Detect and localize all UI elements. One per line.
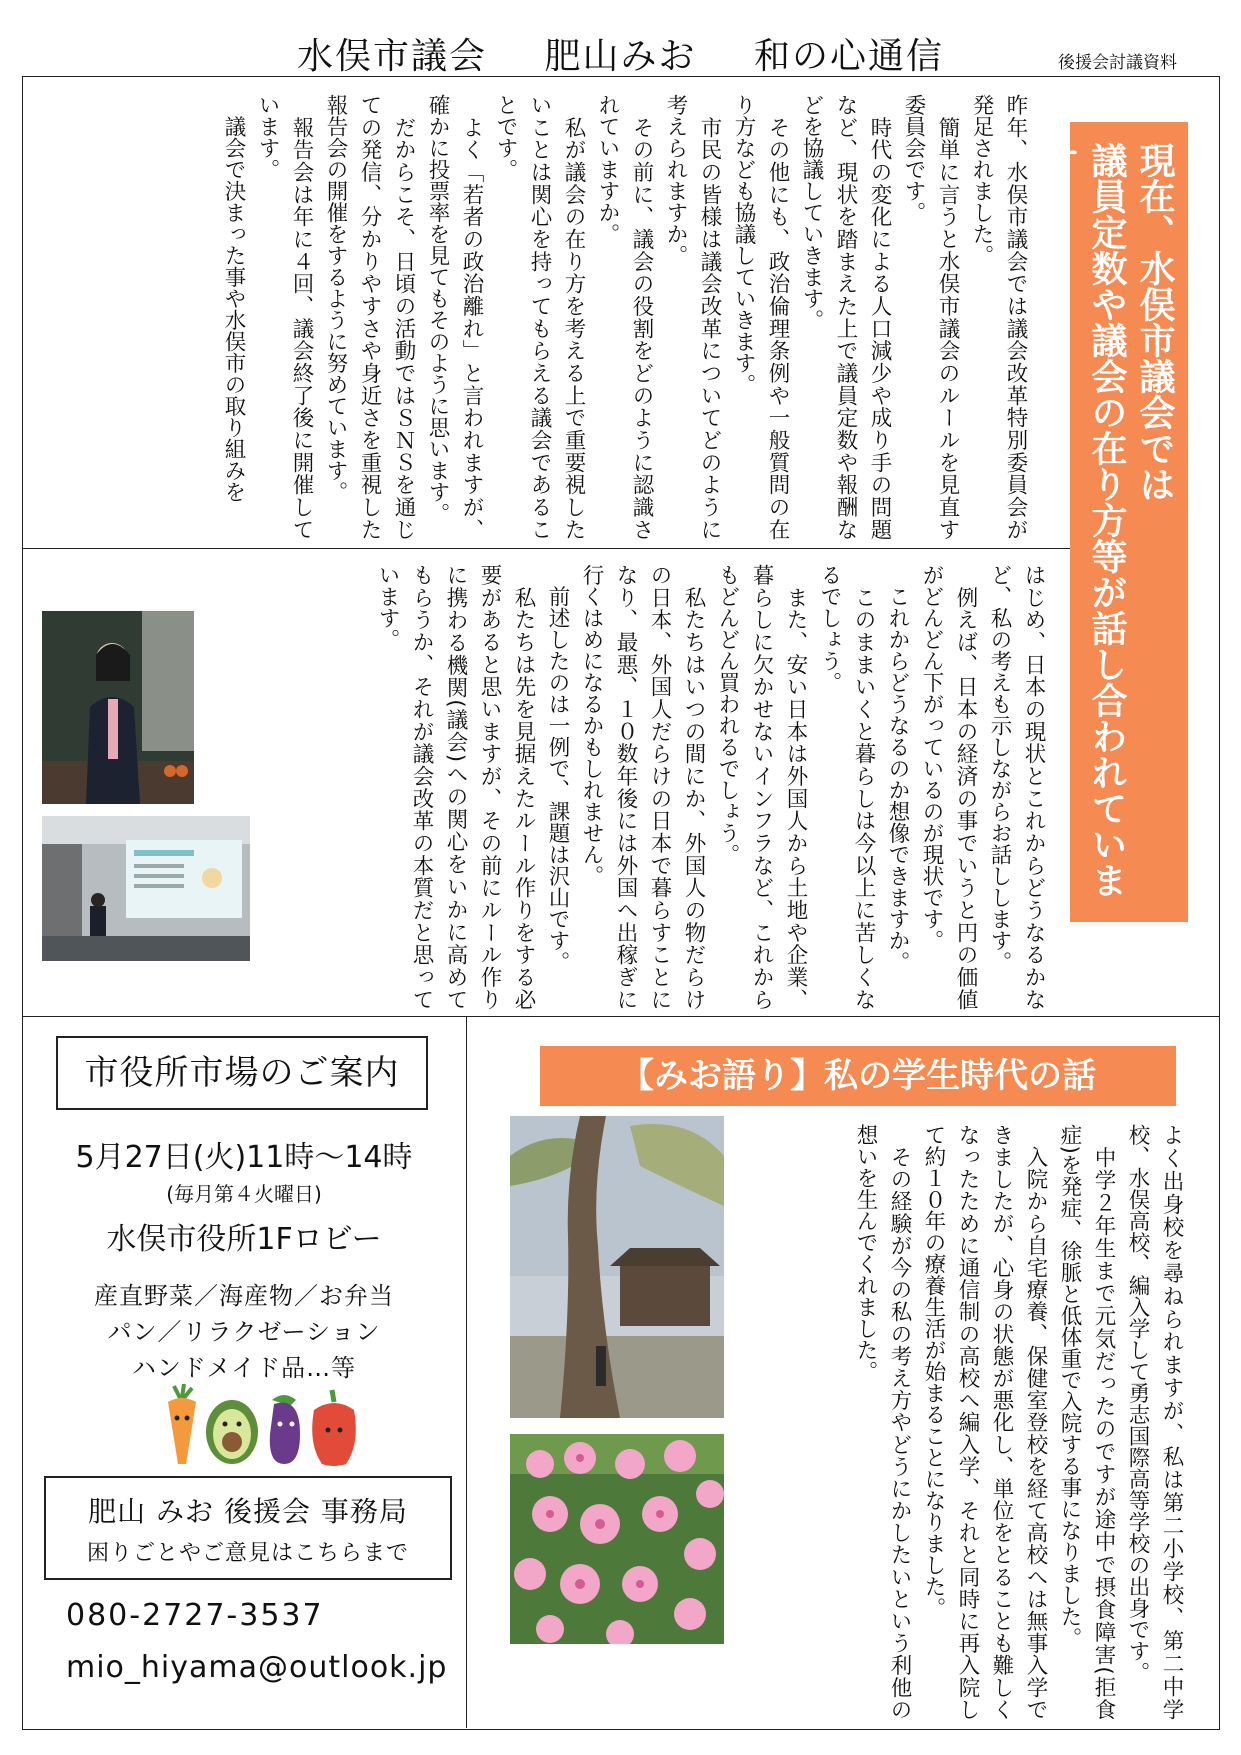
avocado-icon xyxy=(206,1400,258,1464)
office-name: 肥山 みお 後援会 事務局 xyxy=(88,1495,408,1528)
divider-top-middle xyxy=(22,548,1070,549)
speech-photo xyxy=(42,611,194,804)
divider-middle-bottom xyxy=(22,1016,1220,1017)
divider-bottom-columns xyxy=(466,1016,467,1728)
market-title: 市役所市場のご案内 xyxy=(84,1053,400,1093)
market-date: 5月27日(火)11時～14時 xyxy=(75,1140,413,1175)
document-type-label: 後援会討議資料 xyxy=(1058,53,1177,73)
bell-pepper-icon xyxy=(312,1390,356,1466)
title-part-newsletter: 和の心通信 xyxy=(753,36,944,77)
market-place: 水俣市役所1Fロビー xyxy=(106,1222,382,1257)
newsletter-title xyxy=(0,28,1241,79)
article-top: 昨年、水俣市議会では議会改革特別委員会が発足されました。 簡単に言うと水俣市議会のルールを見直す委員会です。 時代の変化による人口減少や成り手の問題など、現状を踏まえた上で議員定数や報酬などを協議していきます。 その他にも、政治倫理条例や一般質問の在り方なども協議していきます。 市民の皆様は議会改革についてどのように考えられますか。 その前に、議会の役割をどのように認識されていますか。 私が議会の在り方を考える上で重要視したいことは関心を持ってもらえる議会であることです。 よく「若者の政治離れ」と言われますが、確かに投票率を見てもそのように思います。 だからこそ、日頃の活動ではＳＮＳを通じての発信、分かりやすさや身近さを重視した報告会の開催をするように努めています。 報告会は年に４回、議会終了後に開催しています。 議会で決まった事や水俣市の取り組みを xyxy=(221,94,1028,540)
article-middle: はじめ、日本の現状とこれからどうなるかなど、私の考えも示しながらお話しします。 例えば、日本の経済の事でいうと円の価値がどんどん下がっているのが現状です。 これからどうなるのか想像できますか。 このままいくと暮らしは今以上に苦しくなるでしょう。 また、安い日本は外国人から土地や企業、暮らしに欠かせないインフラなど、これからもどんどん買われるでしょう。 私たちはいつの間にか、外国人の物だらけの日本、外国人だらけの日本で暮らすことになり、最悪、１０数年後には外国へ出稼ぎに行くはめになるかもしれません。 前述したのは一例で、課題は沢山です。 私たちは先を見据えたルール作りをする必要があると思いますが、その前にルール作りに携わる機関(議会)への関心をいかに高めてもらうか、それが議会改革の本質だと思っています。 xyxy=(375,564,1046,1010)
tree-shrine-photo xyxy=(510,1116,724,1418)
market-schedule-note: (毎月第４火曜日) xyxy=(166,1182,322,1206)
mio-story-text: よく出身校を尋ねられますが、私は第二小学校、第二中学校、水俣高校、編入学して勇志国際高等学校の出身です。 中学２年生まで元気だったのですが途中で摂食障害(拒食症)を発症、徐脈と低体重で入院する事になりました。 入院から自宅療養、保健室登校を経て高校へは無事入学できましたが、心身の状態が悪化し、単位をとることも難しくなったために通信制の高校へ編入学、それと同時に再入院して約１０年の療養生活が始まることになりました。 その経験が今の私の考え方やどうにかしたいという利他の想いを生んでくれました。 xyxy=(853,1124,1184,1720)
office-phone[interactable]: 080-2727-3537 xyxy=(66,1598,324,1633)
mio-story-banner: 【みお語り】私の学生時代の話 xyxy=(540,1046,1176,1106)
market-title-box xyxy=(56,1036,428,1110)
market-item-1: 産直野菜／海産物／お弁当 xyxy=(94,1282,394,1310)
headline-text: 現在、水俣市議会では 議員定数や議会の在り方等が話し合われています xyxy=(1038,142,1175,898)
eggplant-icon xyxy=(270,1395,300,1464)
market-item-2: パン／リラクゼーション xyxy=(107,1318,381,1346)
market-item-3: ハンドメイド品…等 xyxy=(131,1354,357,1382)
carrot-icon xyxy=(168,1384,196,1464)
azalea-flowers-photo xyxy=(510,1434,724,1644)
lecture-room-photo xyxy=(42,816,250,961)
office-email[interactable]: mio_hiyama@outlook.jp xyxy=(66,1650,448,1685)
office-contact-box xyxy=(44,1476,452,1580)
title-part-name: 肥山みお xyxy=(544,36,697,77)
title-part-council: 水俣市議会 xyxy=(297,36,488,77)
office-sub: 困りごとやご意見はこちらまで xyxy=(86,1541,409,1566)
headline-box xyxy=(1038,122,1188,922)
vegetable-illustrations xyxy=(150,1384,360,1468)
